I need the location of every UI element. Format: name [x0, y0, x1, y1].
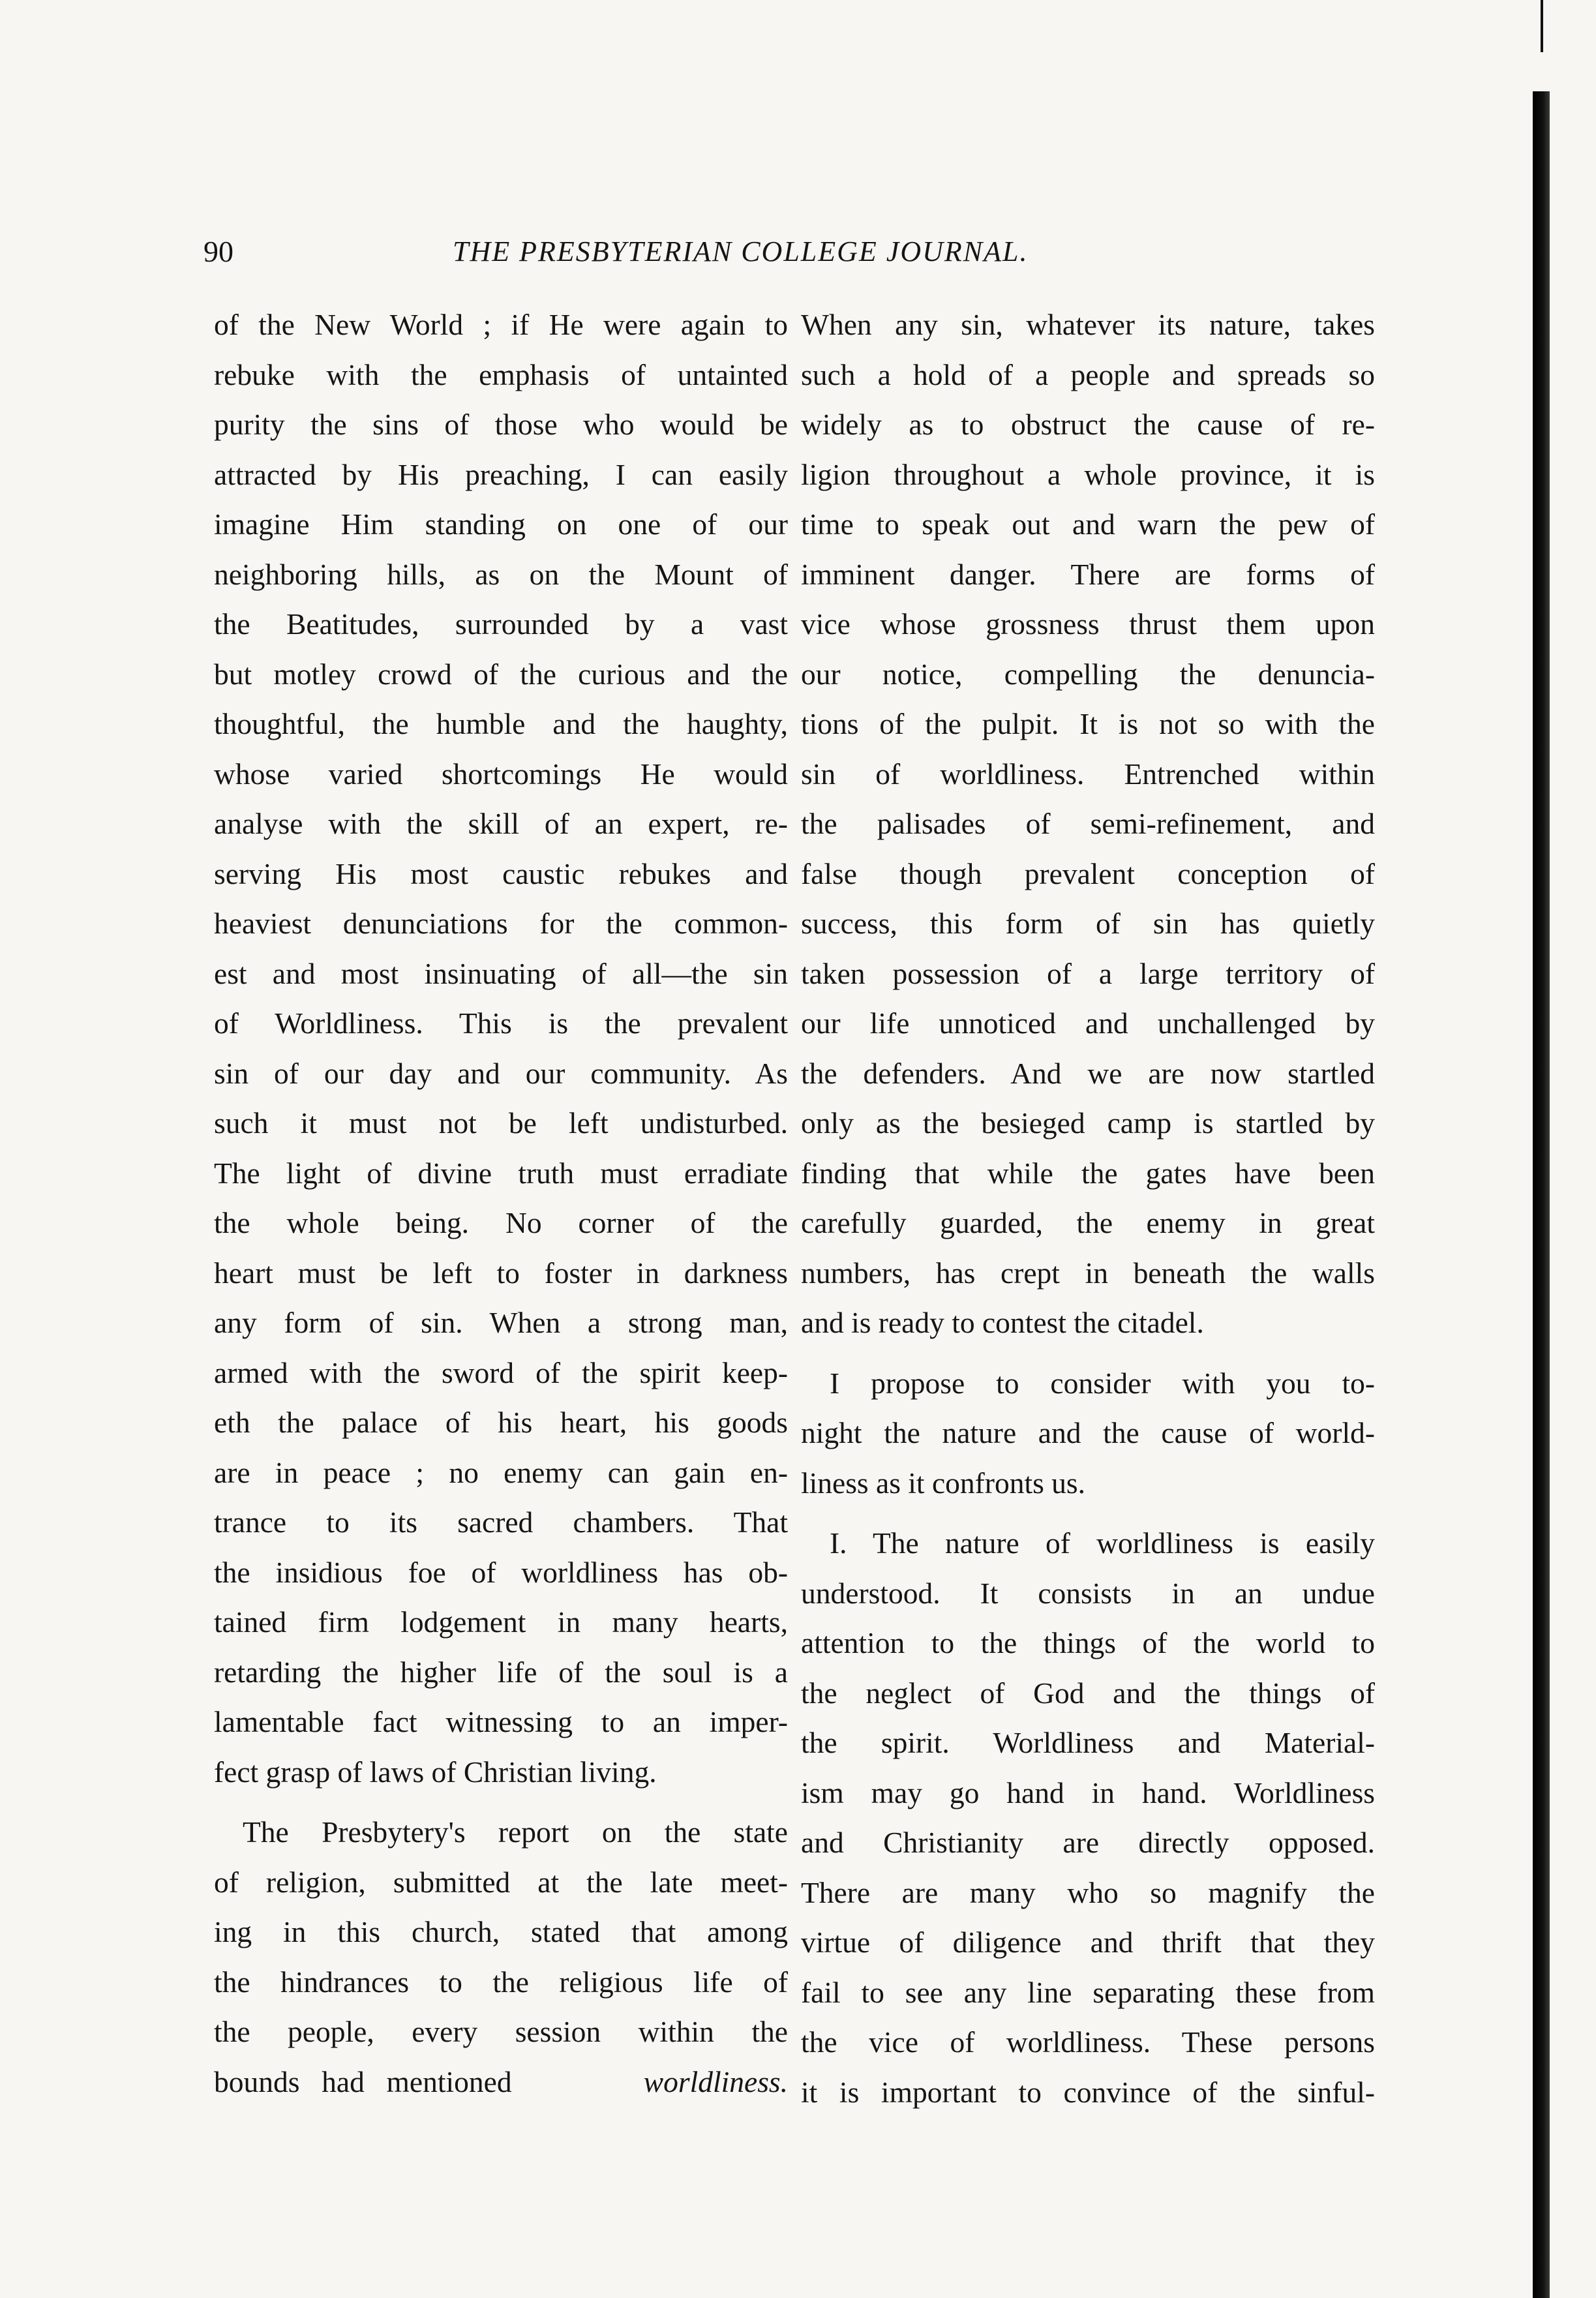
text-line: attention to the things of the world to: [801, 1626, 1375, 1659]
text-line: numbers, has crept in beneath the walls: [801, 1256, 1375, 1290]
text-line-final: [214, 2057, 788, 2108]
text-line: rebuke with the emphasis of untainted: [214, 357, 788, 391]
text-line: fail to see any line separating these from: [801, 1975, 1375, 2009]
text-line: virtue of diligence and thrift that they: [801, 1926, 1375, 1959]
text-line: eth the palace of his heart, his goods: [214, 1406, 788, 1439]
text-line: tained firm lodgement in many hearts,: [214, 1605, 788, 1639]
text-line: such it must not be left undisturbed.: [214, 1106, 788, 1140]
text-line: retarding the higher life of the soul is a: [214, 1655, 788, 1689]
text-line: imagine Him standing on one of our: [214, 507, 788, 541]
text-line: liness as it confronts us.: [801, 1466, 1086, 1500]
text-line: any form of sin. When a strong man,: [214, 1306, 788, 1339]
text-line: understood. It consists in an undue: [801, 1576, 1375, 1610]
text-line: imminent danger. There are forms of: [801, 557, 1375, 591]
left-column: [214, 300, 788, 2107]
text-line: the hindrances to the religious life of: [214, 1965, 788, 1999]
text-line: widely as to obstruct the cause of re-: [801, 408, 1375, 441]
text-line: ing in this church, stated that among: [214, 1915, 788, 1948]
text-line: sin of our day and our community. As: [214, 1056, 788, 1090]
text-line: the palisades of semi-refinement, and: [801, 807, 1375, 840]
text-line: of the New World ; if He were again to: [214, 308, 788, 341]
text-line: ism may go hand in hand. Worldliness: [801, 1776, 1375, 1809]
text-line: taken possession of a large territory of: [801, 956, 1375, 990]
page-header: [203, 232, 1364, 284]
text-line: I propose to consider with you to-: [830, 1366, 1375, 1400]
text-line: the neglect of God and the things of: [801, 1676, 1375, 1710]
text-line: When any sin, whatever its nature, takes: [801, 308, 1375, 341]
text-line: tions of the pulpit. It is not so with the: [801, 707, 1375, 740]
text-line: false though prevalent conception of: [801, 856, 1375, 890]
text-line: trance to its sacred chambers. That: [214, 1505, 788, 1539]
text-line: There are many who so magnify the: [801, 1875, 1375, 1909]
text-line: of Worldliness. This is the prevalent: [214, 1006, 788, 1040]
text-line: finding that while the gates have been: [801, 1156, 1375, 1190]
text-line: carefully guarded, the enemy in great: [801, 1206, 1375, 1239]
text-line: vice whose grossness thrust them upon: [801, 607, 1375, 641]
text-line: the people, every session within the: [214, 2015, 788, 2048]
text-line: analyse with the skill of an expert, re-: [214, 807, 788, 840]
text-line: the whole being. No corner of the: [214, 1206, 788, 1239]
text-line: are in peace ; no enemy can gain en-: [214, 1455, 788, 1489]
text-line: night the nature and the cause of world-: [801, 1416, 1375, 1449]
text-line: of religion, submitted at the late meet-: [214, 1865, 788, 1899]
text-line: and Christianity are directly opposed.: [801, 1826, 1375, 1859]
text-line: The Presbytery's report on the state: [243, 1815, 788, 1849]
text-line: heaviest denunciations for the common-: [214, 907, 788, 940]
italic-word: worldliness.: [643, 2064, 788, 2098]
text-line: heart must be left to foster in darkness: [214, 1256, 788, 1290]
text-line: only as the besieged camp is startled by: [801, 1106, 1375, 1140]
text-line: but motley crowd of the curious and the: [214, 657, 788, 691]
text-line: the Beatitudes, surrounded by a vast: [214, 607, 788, 641]
page-binding-edge: [1533, 91, 1550, 2298]
text-line: purity the sins of those who would be: [214, 408, 788, 441]
text-line: thoughtful, the humble and the haughty,: [214, 707, 788, 740]
text-line: lamentable fact witnessing to an imper-: [214, 1705, 788, 1738]
text-line: fect grasp of laws of Christian living.: [214, 1755, 657, 1789]
text-line: est and most insinuating of all—the sin: [214, 956, 788, 990]
text-line: the vice of worldliness. These persons: [801, 2025, 1375, 2059]
text-line: I. The nature of worldliness is easily: [830, 1526, 1375, 1560]
page-number: 90: [203, 235, 233, 268]
text-line: sin of worldliness. Entrenched within: [801, 757, 1375, 791]
text-line: time to speak out and warn the pew of: [801, 507, 1375, 541]
right-column: [801, 300, 1375, 2117]
text-line: our notice, compelling the denuncia-: [801, 657, 1375, 691]
text-line: attracted by His preaching, I can easily: [214, 457, 788, 491]
text-line: the insidious foe of worldliness has ob-: [214, 1555, 788, 1589]
text-line: ligion throughout a whole province, it is: [801, 457, 1375, 491]
text-line: neighboring hills, as on the Mount of: [214, 557, 788, 591]
text-line: The light of divine truth must erradiate: [214, 1156, 788, 1190]
page-edge-top-mark: [1541, 0, 1543, 52]
text-line: armed with the sword of the spirit keep-: [214, 1355, 788, 1389]
text-line: our life unnoticed and unchallenged by: [801, 1006, 1375, 1040]
text-line: such a hold of a people and spreads so: [801, 357, 1375, 391]
text-line: serving His most caustic rebukes and: [214, 856, 788, 890]
text-segment: bounds had mentioned: [214, 2064, 512, 2098]
running-title: THE PRESBYTERIAN COLLEGE JOURNAL.: [453, 235, 1029, 267]
text-line: the spirit. Worldliness and Material-: [801, 1726, 1375, 1759]
text-line: and is ready to contest the citadel.: [801, 1306, 1204, 1339]
text-line: success, this form of sin has quietly: [801, 907, 1375, 940]
text-line: whose varied shortcomings He would: [214, 757, 788, 791]
text-line: the defenders. And we are now startled: [801, 1056, 1375, 1090]
text-line: it is important to convince of the sinful-: [801, 2075, 1375, 2109]
